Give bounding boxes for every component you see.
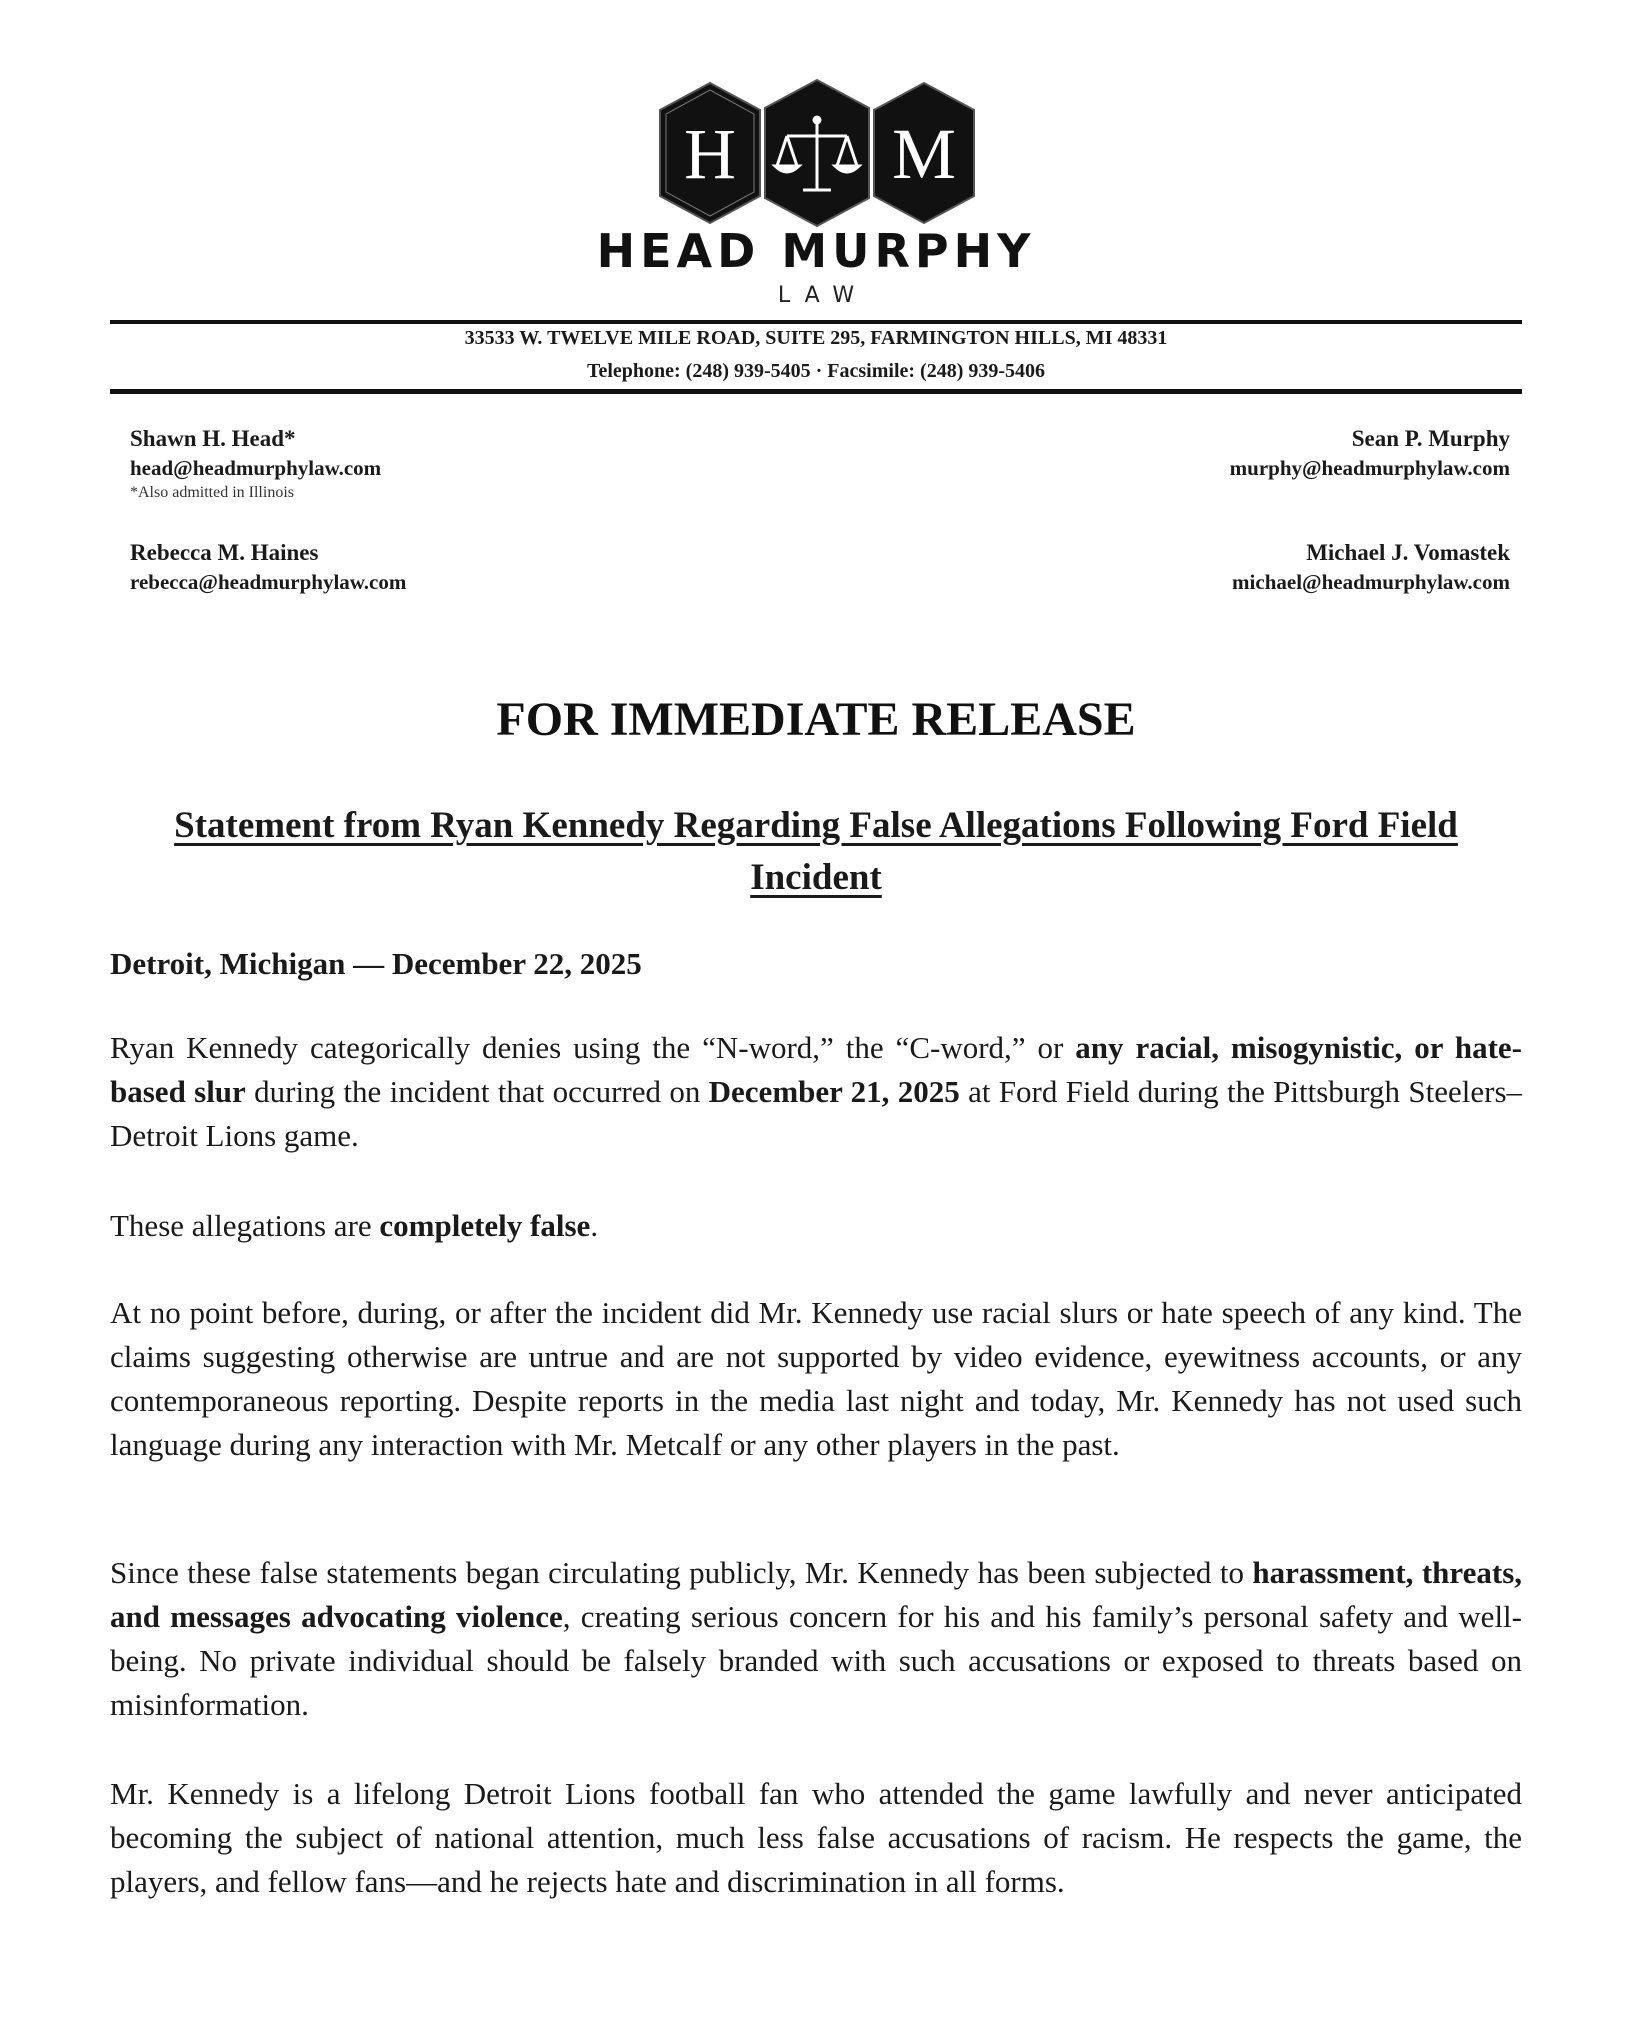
letterhead-rule-bottom — [110, 389, 1522, 394]
body-paragraph — [110, 1026, 1522, 1158]
body-paragraph — [110, 1772, 1522, 1904]
logo-hexagon-m — [874, 83, 974, 223]
logo-hexagon-h — [660, 83, 760, 223]
attorney-name: Sean P. Murphy — [1351, 426, 1510, 451]
attorney-email[interactable]: michael@headmurphylaw.com — [1232, 570, 1510, 594]
release-label: FOR IMMEDIATE RELEASE — [496, 693, 1136, 746]
body-text: during the incident that occurred on — [245, 1074, 709, 1109]
logo-letter-h: H — [684, 114, 736, 194]
body-text: Ryan Kennedy categorically denies using the “N-word,” the “C-word,” or — [110, 1030, 1076, 1065]
attorney-email[interactable]: head@headmurphylaw.com — [130, 456, 382, 480]
attorney-email[interactable]: rebecca@headmurphylaw.com — [130, 570, 407, 594]
body-text: , creating serious concern for his and his family’s personal safety and well-being. No private individual should be falsely branded with such accusations or exposed to threats based on misinformation. — [110, 1599, 1522, 1722]
firm-contact-numbers: Telephone: (248) 939-5405 · Facsimile: (248) 939-5406 — [586, 360, 1046, 382]
body-text: at Ford Field during the Pittsburgh Steelers–Detroit Lions game. — [110, 1074, 1523, 1153]
logo-hexagon-center — [765, 80, 869, 226]
firm-subtitle: LAW — [777, 283, 869, 308]
attorney-block — [1230, 424, 1510, 482]
letterhead-rule-top — [110, 320, 1522, 324]
logo-letter-m: M — [891, 114, 957, 194]
emphasis-text: harassment, threats, and messages advocating violence — [110, 1555, 1523, 1634]
emphasis-text: completely false — [379, 1208, 591, 1243]
release-headline: Statement from Ryan Kennedy Regarding False Allegations Following Ford Field Incident — [174, 805, 1458, 898]
body-text: Since these false statements began circulating publicly, Mr. Kennedy has been subjected to — [110, 1555, 1253, 1590]
firm-logo — [655, 78, 979, 228]
attorney-block — [130, 538, 406, 596]
attorney-block — [1232, 538, 1510, 596]
body-text: . — [590, 1208, 599, 1243]
body-paragraph — [110, 1291, 1522, 1467]
attorney-block — [130, 424, 381, 504]
body-text: At no point before, during, or after the incident did Mr. Kennedy use racial slurs or hate speech of any kind. The claims suggesting otherwise are untrue and are not supported by video evidence, eyewitness accounts, or any contemporaneous reporting. Despite reports in the media last night and today, Mr. Kennedy has not used such language during any interaction with Mr. Metcalf or any other players in the past. — [110, 1295, 1522, 1462]
attorney-name: Michael J. Vomastek — [1306, 540, 1510, 565]
emphasis-text: any racial, misogynistic, or hate-based slur — [110, 1030, 1522, 1109]
body-text: Mr. Kennedy is a lifelong Detroit Lions football fan who attended the game lawfully and never anticipated becoming the subject of national attention, much less false accusations of racism. He respects the game, the players, and fellow fans—and he rejects hate and discrimination in all forms. — [110, 1776, 1522, 1899]
firm-name: HEAD MURPHY — [596, 224, 1036, 278]
emphasis-text: December 21, 2025 — [708, 1074, 960, 1109]
firm-address: 33533 W. TWELVE MILE ROAD, SUITE 295, FARMINGTON HILLS, MI 48331 — [464, 327, 1168, 349]
body-text: These allegations are — [110, 1208, 380, 1243]
attorney-name: Shawn H. Head* — [130, 426, 296, 451]
attorney-email[interactable]: murphy@headmurphylaw.com — [1229, 456, 1510, 480]
body-paragraph — [110, 1551, 1522, 1727]
dateline: Detroit, Michigan — December 22, 2025 — [110, 946, 642, 981]
attorney-name: Rebecca M. Haines — [130, 540, 319, 565]
attorney-note: *Also admitted in Illinois — [130, 484, 294, 501]
body-paragraph — [110, 1204, 1522, 1248]
